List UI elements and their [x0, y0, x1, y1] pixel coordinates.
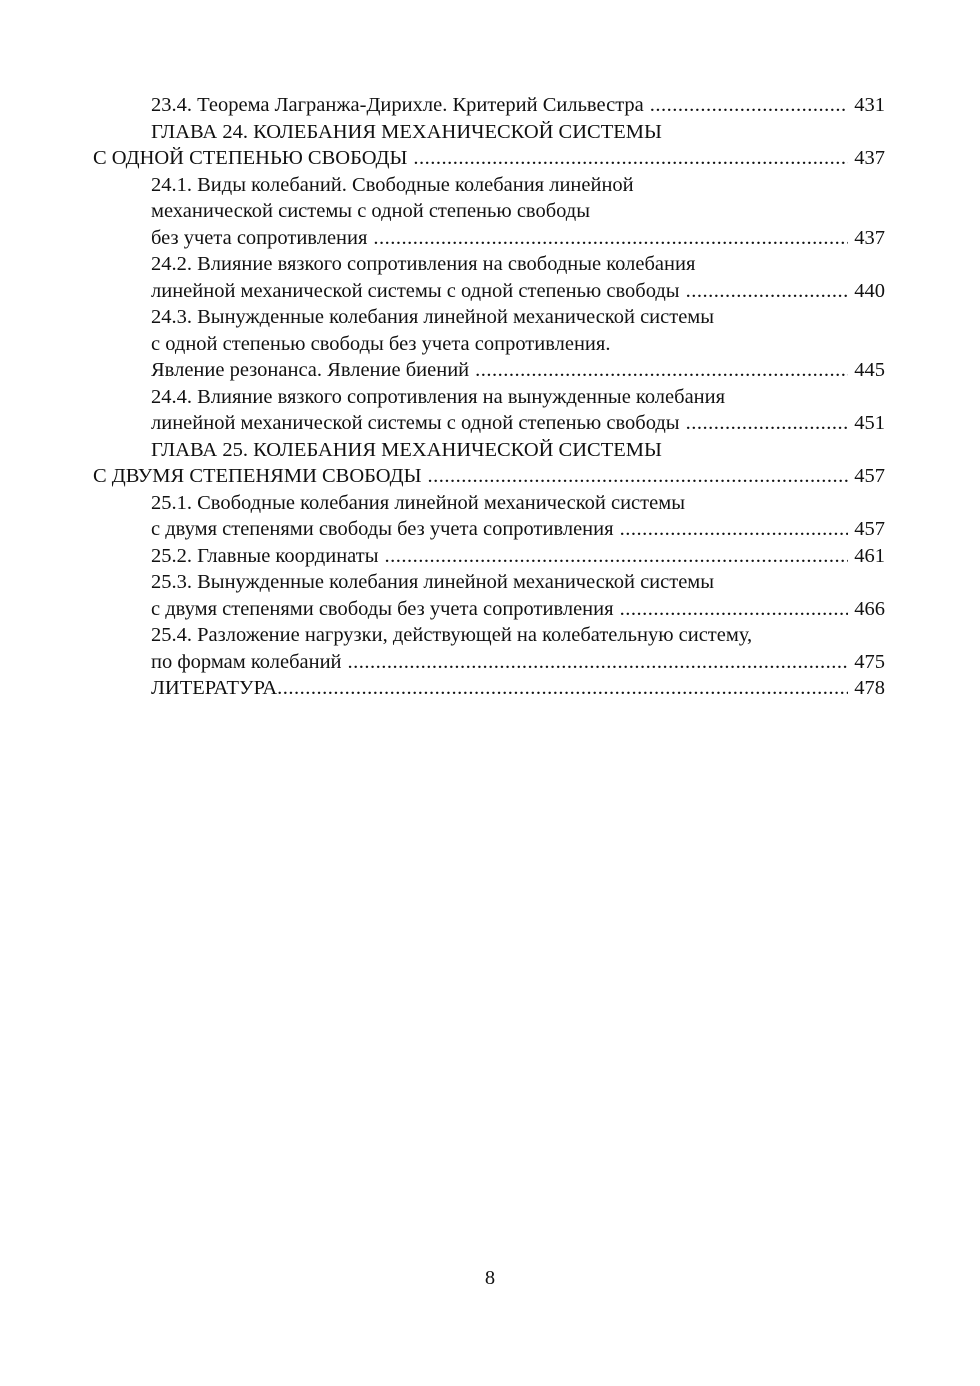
dot-leader [384, 543, 848, 570]
toc-entry-24-3 [93, 357, 885, 384]
toc-page-number: 431 [854, 94, 885, 116]
toc-page-number: 437 [854, 147, 885, 169]
toc-entry-24-3-line: 24.3. Вынужденные колебания линейной механической системы [151, 306, 715, 328]
toc-entry-25-3-line: 25.3. Вынужденные колебания линейной механической системы [151, 571, 715, 593]
toc-chapter-24-heading: ГЛАВА 24. КОЛЕБАНИЯ МЕХАНИЧЕСКОЙ СИСТЕМЫ [151, 120, 662, 143]
toc-entry-25-4-line: 25.4. Разложение нагрузки, действующей на колебательную систему, [151, 624, 753, 646]
toc-chapter-25 [93, 463, 885, 490]
toc-entry-title: С ДВУМЯ СТЕПЕНЯМИ СВОБОДЫ [93, 465, 422, 487]
toc-entry-24-2 [93, 278, 885, 305]
toc-entry-25-3 [93, 596, 885, 623]
dot-leader [475, 357, 848, 384]
toc-page-number: 461 [854, 544, 885, 567]
toc-entry-23-4 [93, 92, 885, 119]
toc-entry-25-2 [93, 543, 885, 570]
toc-entry-24-1 [93, 225, 885, 252]
dot-leader [620, 516, 849, 543]
dot-leader [686, 410, 849, 437]
dot-leader [413, 145, 848, 172]
toc-page-number: 437 [854, 226, 885, 249]
toc-entry-24-4-line: 24.4. Влияние вязкого сопротивления на вынужденные колебания [151, 385, 726, 408]
dot-leader [686, 278, 849, 305]
page-number: 8 [484, 1267, 496, 1289]
toc-entry-title: Явление резонанса. Явление биений [151, 359, 470, 381]
toc-chapter-24 [93, 145, 885, 172]
toc-page-number: 451 [854, 412, 885, 434]
toc-entry-title: без учета сопротивления [151, 226, 368, 249]
toc-entry-24-4 [93, 410, 885, 437]
toc-entry-24-1-line: механической системы с одной степенью свободы [151, 200, 590, 222]
toc-entry-title: линейной механической системы с одной степенью свободы [151, 412, 680, 434]
toc-page-number: 440 [854, 279, 885, 302]
toc-entry-25-4 [93, 649, 885, 676]
dot-leader [620, 596, 849, 623]
toc-entry-24-2-line: 24.2. Влияние вязкого сопротивления на свободные колебания [151, 253, 696, 275]
toc-entry-title: линейной механической системы с одной степенью свободы [151, 279, 680, 302]
toc-page-number: 475 [854, 650, 885, 673]
toc-entry-title: с двумя степенями свободы без учета сопротивления [151, 597, 614, 620]
toc-entry-title: по формам колебаний [151, 650, 342, 673]
toc-entry-25-1 [93, 516, 885, 543]
toc-page-number: 466 [854, 597, 885, 620]
toc-entry-24-1-line: 24.1. Виды колебаний. Свободные колебания линейной [151, 173, 634, 196]
dot-leader [427, 463, 848, 490]
toc-entry-title: ЛИТЕРАТУРА [151, 677, 278, 699]
dot-leader [650, 92, 848, 119]
toc-page-number: 457 [854, 465, 885, 487]
toc-entry-literature [93, 675, 885, 702]
toc-entry-24-3-line: с одной степенью свободы без учета сопротивления. [151, 332, 611, 355]
toc-page-number: 457 [854, 518, 885, 540]
table-of-contents [93, 92, 885, 702]
toc-entry-25-1-line: 25.1. Свободные колебания линейной механической системы [151, 491, 685, 514]
toc-chapter-25-heading: ГЛАВА 25. КОЛЕБАНИЯ МЕХАНИЧЕСКОЙ СИСТЕМЫ [151, 438, 662, 461]
toc-page-number: 478 [854, 677, 885, 699]
toc-entry-title: 23.4. Теорема Лагранжа-Дирихле. Критерий Сильвестра [151, 94, 644, 116]
toc-page-number: 445 [854, 359, 885, 381]
toc-entry-title: С ОДНОЙ СТЕПЕНЬЮ СВОБОДЫ [93, 147, 408, 169]
toc-entry-title: с двумя степенями свободы без учета сопротивления [151, 518, 614, 540]
dot-leader [277, 675, 848, 702]
dot-leader [373, 225, 848, 252]
dot-leader [348, 649, 849, 676]
toc-entry-title: 25.2. Главные координаты [151, 544, 379, 567]
